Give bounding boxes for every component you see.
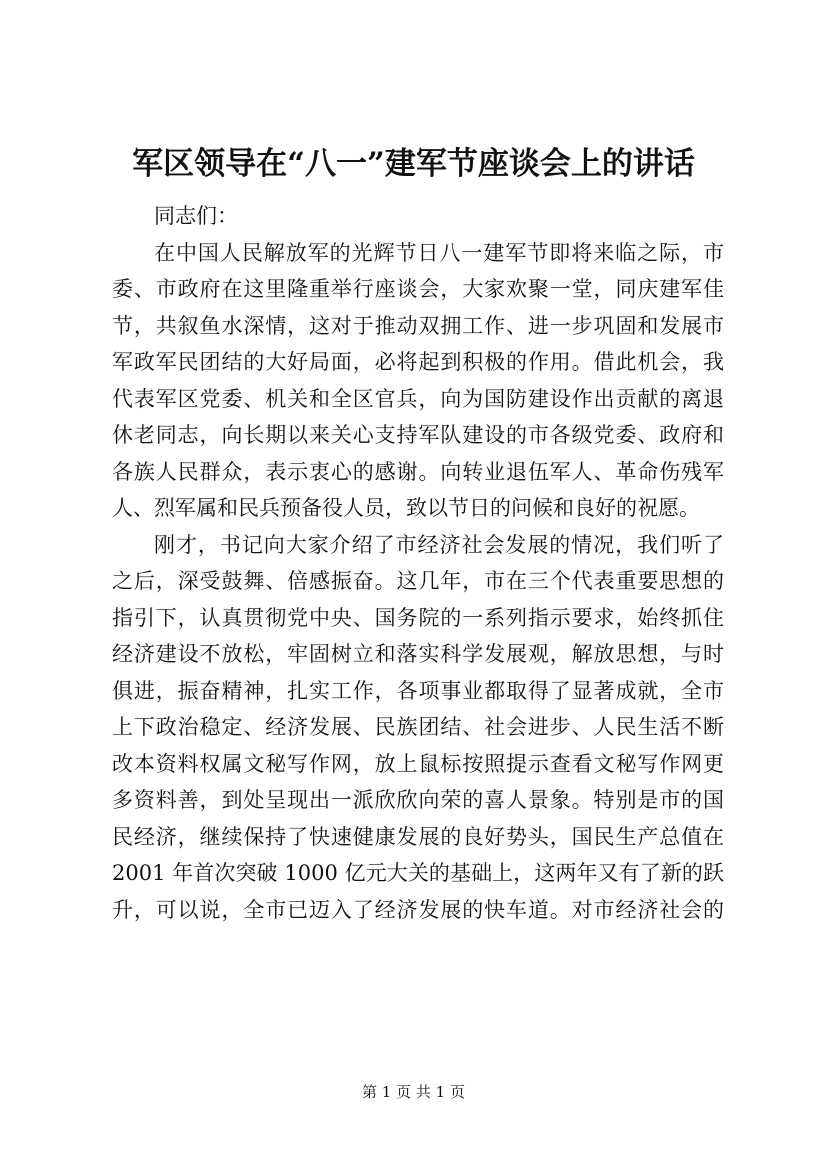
text-line: 节，共叙鱼水深情，这对于推动双拥工作、进一步巩固和发展市 [112, 313, 724, 338]
text-line: 代表军区党委、机关和全区官兵，向为国防建设作出贡献的离退 [112, 386, 724, 411]
text-line: 多资料善，到处呈现出一派欣欣向荣的喜人景象。特别是市的国 [112, 788, 724, 812]
document-body [112, 198, 724, 928]
text-line: 升，可以说，全市已迈入了经济发展的快车道。对市经济社会的 [112, 897, 724, 922]
text-line: 在中国人民解放军的光辉节日八一建军节即将来临之际，市 [154, 240, 724, 265]
text-line: 经济建设不放松，牢固树立和落实科学发展观，解放思想，与时 [112, 642, 724, 666]
text-line: 休老同志，向长期以来关心支持军队建设的市各级党委、政府和 [112, 423, 724, 447]
text-line: 人、烈军属和民兵预备役人员，致以节日的问候和良好的祝愿。 [112, 496, 700, 520]
text-line: 2001 年首次突破 1000 亿元大关的基础上，这两年又有了新的跃 [112, 861, 724, 885]
text-line: 同志们： [154, 204, 238, 228]
text-line: 委、市政府在这里隆重举行座谈会，大家欢聚一堂，同庆建军佳 [112, 277, 724, 301]
page-footer: 第 1 页 共 1 页 [362, 1083, 465, 1101]
text-line: 改本资料权属文秘写作网，放上鼠标按照提示查看文秘写作网更 [112, 751, 724, 776]
text-line: 指引下，认真贯彻党中央、国务院的一系列指示要求，始终抓住 [112, 605, 724, 630]
text-line: 之后，深受鼓舞、倍感振奋。这几年，市在三个代表重要思想的 [112, 569, 724, 593]
text-line: 民经济，继续保持了快速健康发展的良好势头，国民生产总值在 [112, 824, 724, 849]
text-line: 上下政治稳定、经济发展、民族团结、社会进步、人民生活不断 [112, 715, 724, 739]
text-line: 刚才，书记向大家介绍了市经济社会发展的情况，我们听了 [154, 532, 724, 557]
document-title: 军区领导在“八一”建军节座谈会上的讲话 [132, 146, 695, 182]
text-line: 俱进，振奋精神，扎实工作，各项事业都取得了显著成就，全市 [112, 678, 724, 703]
text-line: 各族人民群众，表示衷心的感谢。向转业退伍军人、革命伤残军 [112, 459, 724, 484]
text-line: 军政军民团结的大好局面，必将起到积极的作用。借此机会，我 [112, 350, 724, 374]
